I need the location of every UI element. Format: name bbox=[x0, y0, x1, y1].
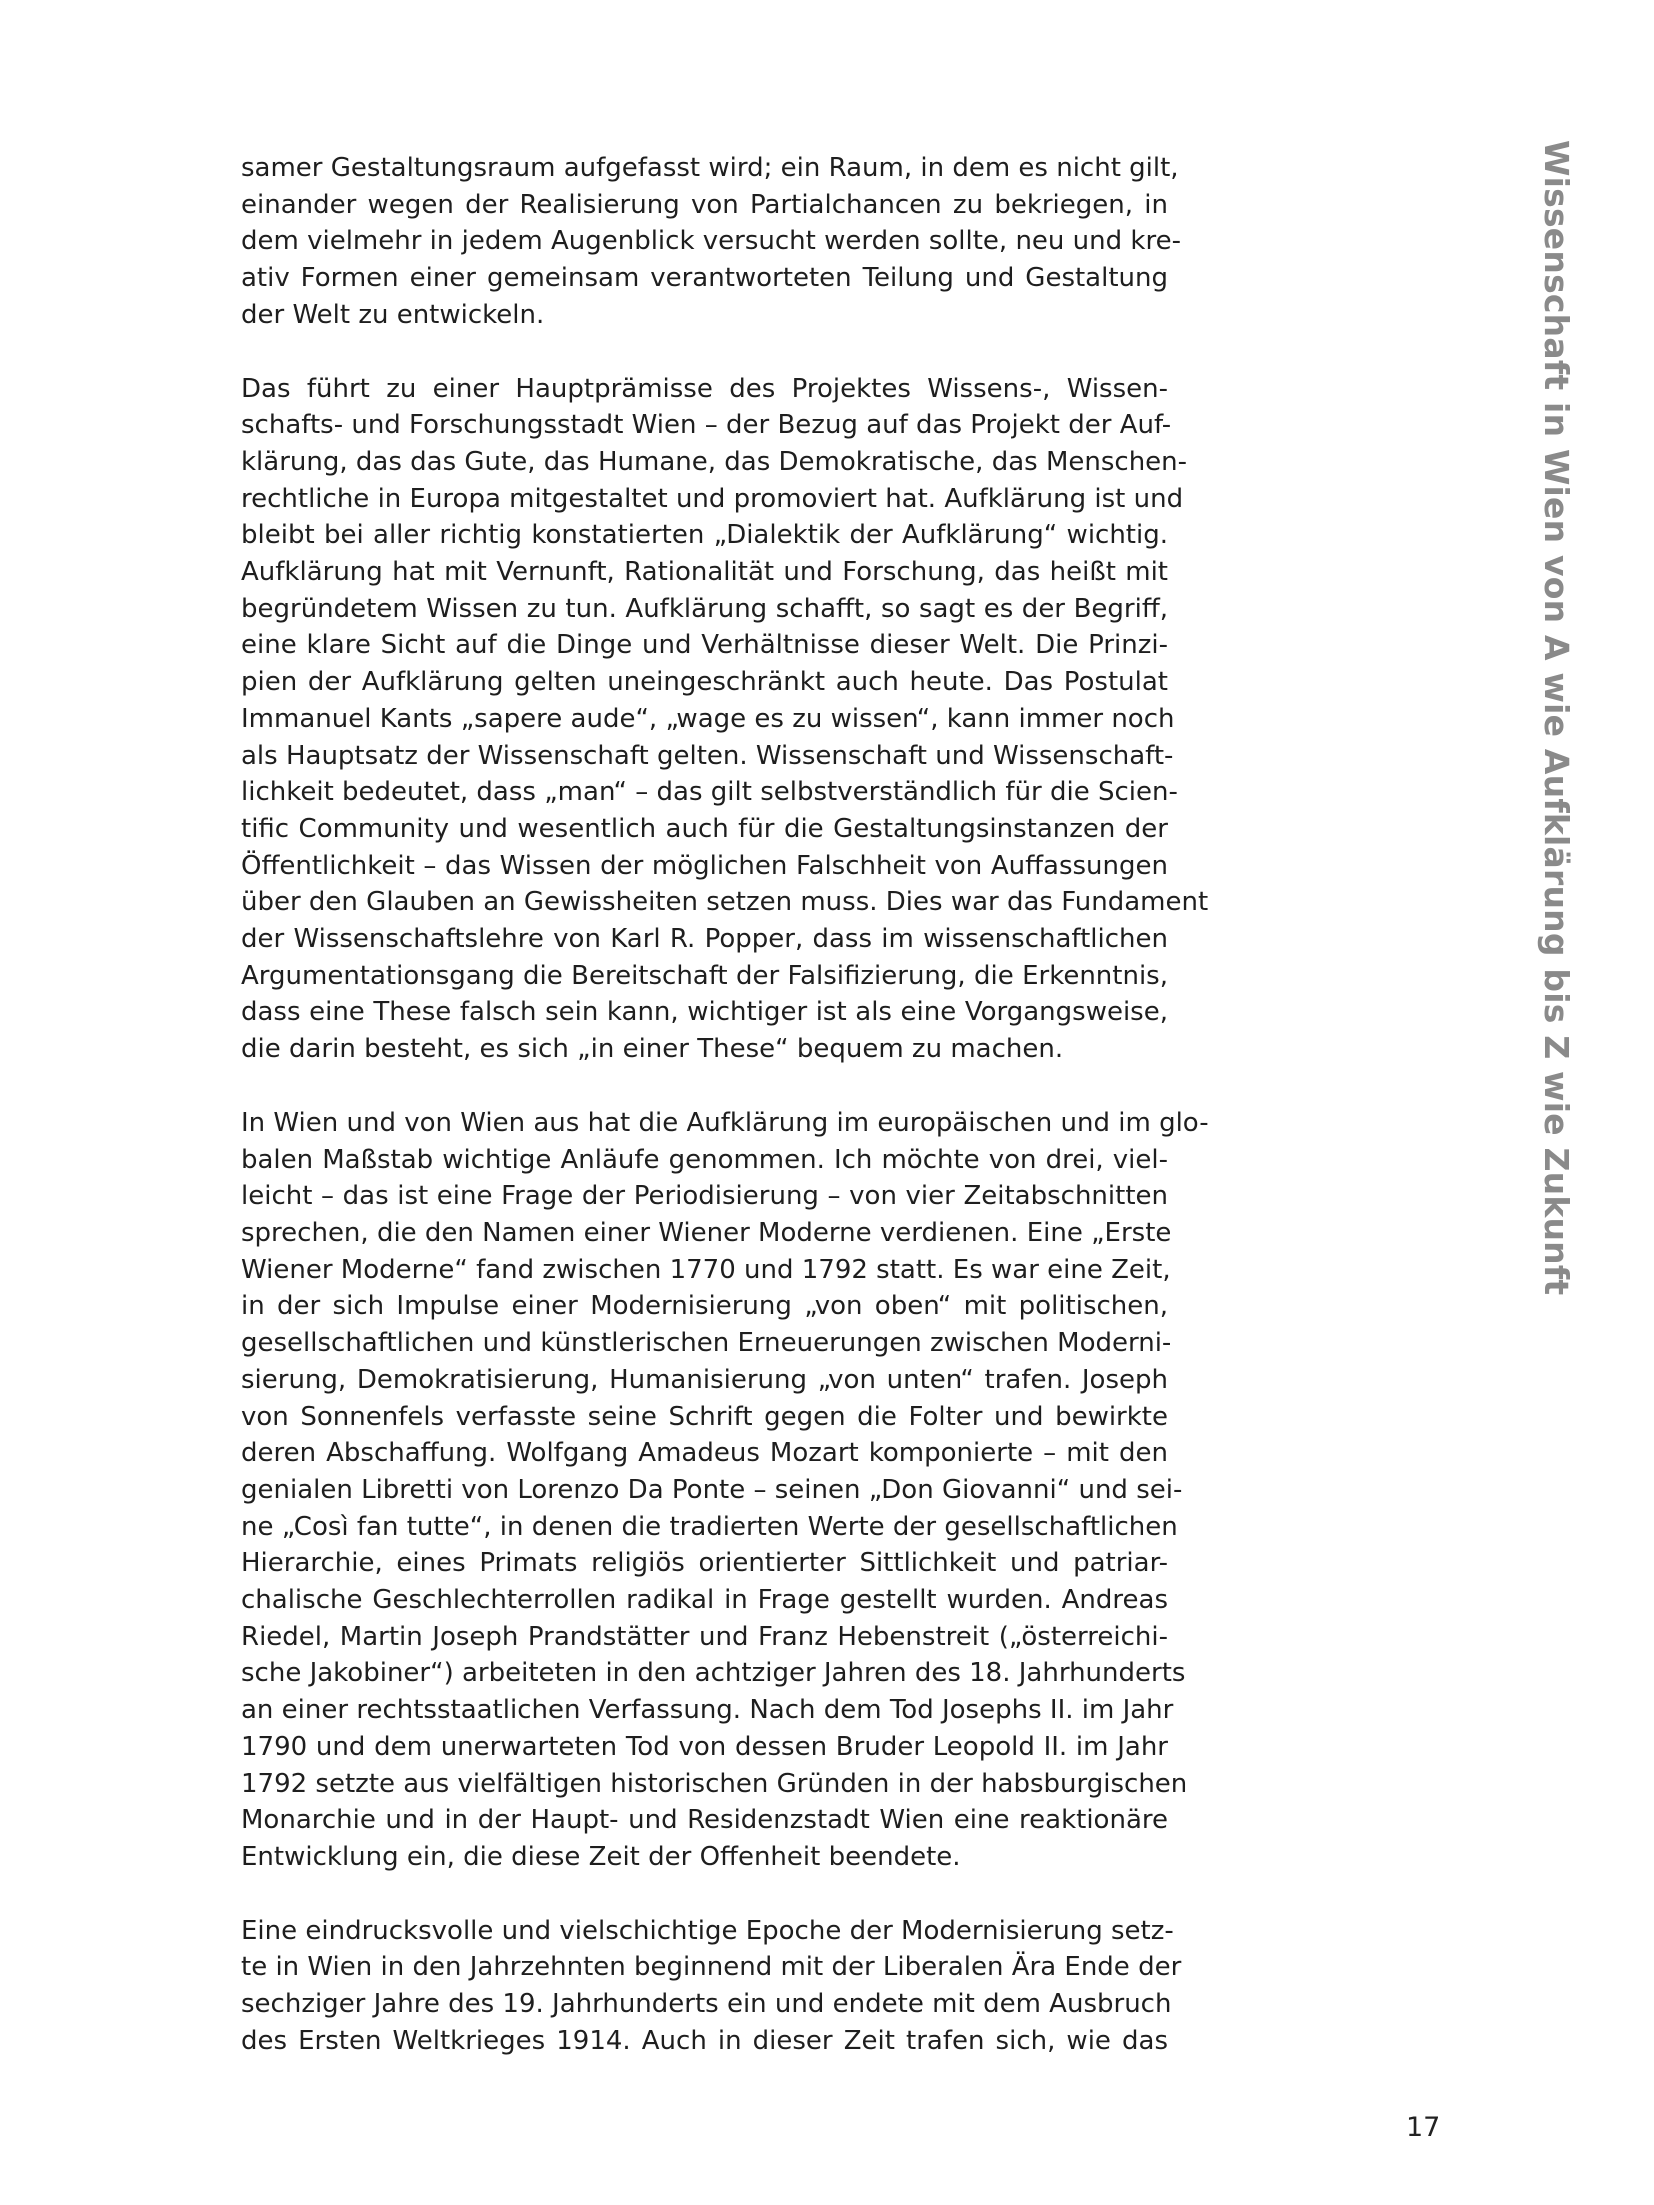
text-line: begründetem Wissen zu tun. Aufklärung schafft, so sagt es der Begriff, bbox=[241, 593, 1168, 624]
text-line: sche Jakobiner“) arbeiteten in den achtziger Jahren des 18. Jahrhunderts bbox=[241, 1658, 1186, 1689]
text-line: Wiener Moderne“ fand zwischen 1770 und 1792 statt. Es war eine Zeit, bbox=[241, 1254, 1171, 1285]
text-line: In Wien und von Wien aus hat die Aufklärung im europäischen und im glo- bbox=[241, 1107, 1209, 1138]
text-line: lichkeit bedeutet, dass „man“ – das gilt selbstverständlich für die Scien- bbox=[241, 777, 1178, 808]
text-line: ativ Formen einer gemeinsam verantworteten Teilung und Gestaltung bbox=[241, 263, 1168, 294]
text-line: über den Glauben an Gewissheiten setzen muss. Dies war das Fundament bbox=[241, 887, 1209, 918]
page-number: 17 bbox=[1406, 2112, 1441, 2143]
text-line: genialen Libretti von Lorenzo Da Ponte – seinen „Don Giovanni“ und sei- bbox=[241, 1474, 1183, 1505]
text-line: Immanuel Kants „sapere aude“, „wage es zu wissen“, kann immer noch bbox=[241, 703, 1175, 734]
text-line: als Hauptsatz der Wissenschaft gelten. Wissenschaft und Wissenschaft- bbox=[241, 740, 1174, 771]
paragraph bbox=[241, 371, 1209, 1068]
paragraph bbox=[241, 150, 1181, 334]
text-line: ne „Così fan tutte“, in denen die tradierten Werte der gesellschaftlichen bbox=[241, 1511, 1178, 1542]
text-line: balen Maßstab wichtige Anläufe genommen. Ich möchte von drei, viel- bbox=[241, 1144, 1168, 1175]
text-line: samer Gestaltungsraum aufgefasst wird; ein Raum, in dem es nicht gilt, bbox=[241, 153, 1179, 183]
text-line: sprechen, die den Namen einer Wiener Moderne verdienen. Eine „Erste bbox=[241, 1217, 1172, 1248]
text-line: Entwicklung ein, die diese Zeit der Offenheit beendete. bbox=[241, 1841, 961, 1872]
running-head: Wissenschaft in Wien von A wie Aufklärung bis Z wie Zukunft bbox=[1537, 140, 1576, 1296]
text-line: rechtliche in Europa mitgestaltet und promoviert hat. Aufklärung ist und bbox=[241, 483, 1184, 514]
paragraph bbox=[241, 1105, 1209, 1876]
text-line: von Sonnenfels verfasste seine Schrift gegen die Folter und bewirkte bbox=[241, 1401, 1168, 1432]
text-line: Aufklärung hat mit Vernunft, Rationalität und Forschung, das heißt mit bbox=[241, 557, 1168, 588]
text-line: chalische Geschlechterrollen radikal in Frage gestellt wurden. Andreas bbox=[241, 1585, 1168, 1616]
text-line: Hierarchie, eines Primats religiös orientierter Sittlichkeit und patriar- bbox=[241, 1548, 1168, 1579]
text-line: des Ersten Weltkrieges 1914. Auch in dieser Zeit trafen sich, wie das bbox=[241, 2025, 1168, 2056]
text-line: der Welt zu entwickeln. bbox=[241, 299, 545, 330]
text-line: gesellschaftlichen und künstlerischen Erneuerungen zwischen Moderni- bbox=[241, 1328, 1172, 1359]
text-line: deren Abschaffung. Wolfgang Amadeus Mozart komponierte – mit den bbox=[241, 1438, 1168, 1469]
text-line: dass eine These falsch sein kann, wichtiger ist als eine Vorgangsweise, bbox=[241, 997, 1168, 1028]
text-line: sierung, Demokratisierung, Humanisierung „von unten“ trafen. Joseph bbox=[241, 1364, 1168, 1395]
text-line: tific Community und wesentlich auch für die Gestaltungsinstanzen der bbox=[241, 813, 1168, 844]
text-line: Öffentlichkeit – das Wissen der möglichen Falschheit von Auffassungen bbox=[241, 850, 1168, 881]
text-line: bleibt bei aller richtig konstatierten „Dialektik der Aufklärung“ wichtig. bbox=[241, 520, 1168, 551]
text-line: Argumentationsgang die Bereitschaft der Falsifizierung, die Erkenntnis, bbox=[241, 960, 1168, 991]
text-line: Riedel, Martin Joseph Prandstätter und Franz Hebenstreit („österreichi- bbox=[241, 1621, 1168, 1652]
text-line: 1792 setzte aus vielfältigen historischen Gründen in der habsburgischen bbox=[241, 1768, 1188, 1799]
text-line: in der sich Impulse einer Modernisierung „von oben“ mit politischen, bbox=[241, 1291, 1168, 1322]
paragraph bbox=[241, 1913, 1182, 2060]
text-line: einander wegen der Realisierung von Partialchancen zu bekriegen, in bbox=[241, 189, 1168, 220]
text-line: an einer rechtsstaatlichen Verfassung. Nach dem Tod Josephs II. im Jahr bbox=[241, 1695, 1174, 1726]
text-line: Monarchie und in der Haupt- und Residenzstadt Wien eine reaktionäre bbox=[241, 1805, 1168, 1836]
text-line: 1790 und dem unerwarteten Tod von dessen Bruder Leopold II. im Jahr bbox=[241, 1731, 1168, 1762]
text-line: die darin besteht, es sich „in einer These“ bequem zu machen. bbox=[241, 1034, 1064, 1065]
text-line: te in Wien in den Jahrzehnten beginnend mit der Liberalen Ära Ende der bbox=[241, 1952, 1182, 1983]
text-line: klärung, das das Gute, das Humane, das Demokratische, das Menschen- bbox=[241, 446, 1188, 477]
text-line: dem vielmehr in jedem Augenblick versucht werden sollte, neu und kre- bbox=[241, 226, 1181, 257]
text-line: Das führt zu einer Hauptprämisse des Projektes Wissens-, Wissen- bbox=[241, 373, 1168, 404]
text-line: eine klare Sicht auf die Dinge und Verhältnisse dieser Welt. Die Prinzi- bbox=[241, 630, 1168, 661]
text-line: schafts- und Forschungsstadt Wien – der Bezug auf das Projekt der Auf- bbox=[241, 410, 1172, 441]
text-line: Eine eindrucksvolle und vielschichtige Epoche der Modernisierung setz- bbox=[241, 1915, 1174, 1946]
text-line: pien der Aufklärung gelten uneingeschränkt auch heute. Das Postulat bbox=[241, 667, 1168, 698]
text-line: der Wissenschaftslehre von Karl R. Popper, dass im wissenschaftlichen bbox=[241, 924, 1168, 955]
body-text bbox=[241, 150, 1209, 2096]
text-line: leicht – das ist eine Frage der Periodisierung – von vier Zeitabschnitten bbox=[241, 1181, 1168, 1212]
text-line: sechziger Jahre des 19. Jahrhunderts ein und endete mit dem Ausbruch bbox=[241, 1989, 1172, 2020]
